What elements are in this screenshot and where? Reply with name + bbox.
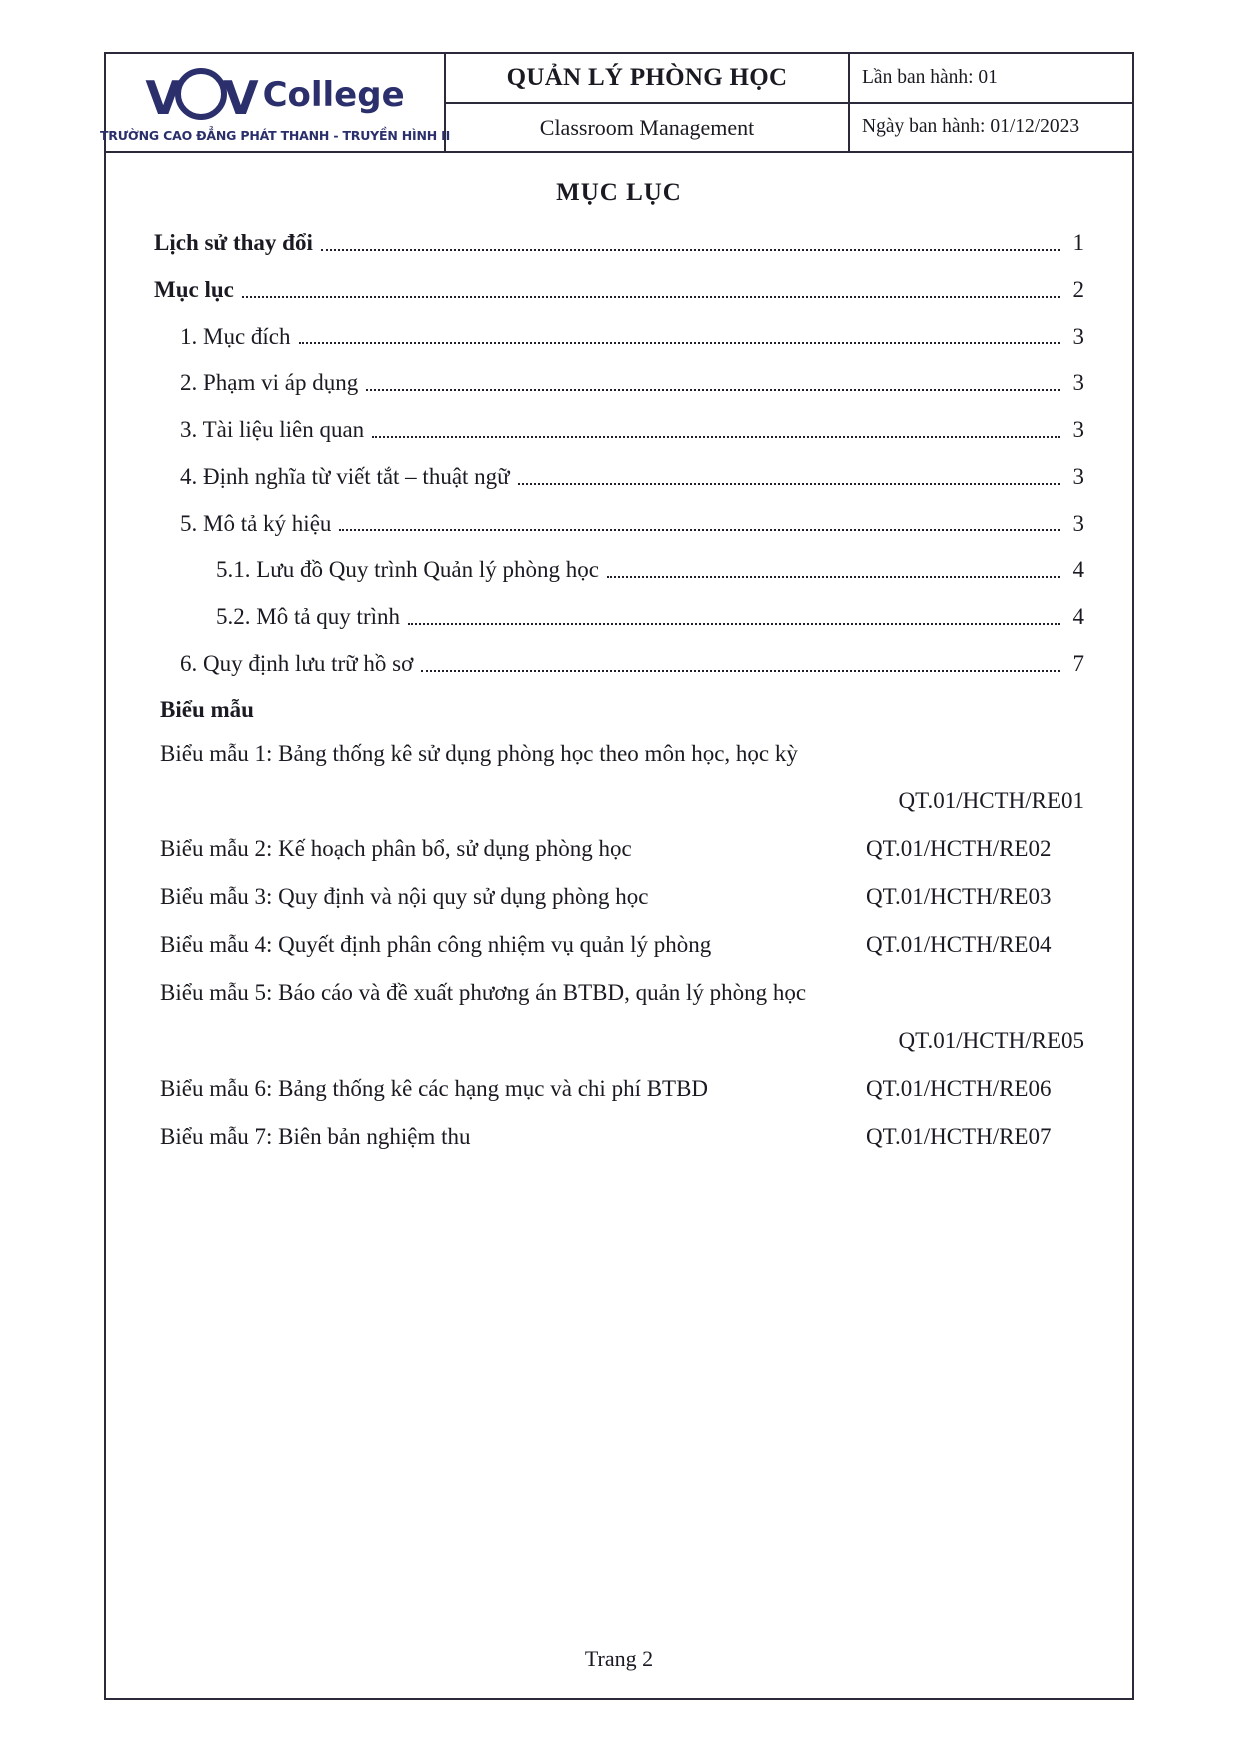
toc-leader-dots xyxy=(366,388,1060,391)
toc-leader-dots xyxy=(421,669,1060,672)
header-title-vi: QUẢN LÝ PHÒNG HỌC xyxy=(446,54,848,104)
page-footer: Trang 2 xyxy=(584,1646,654,1671)
form-entry-code: QT.01/HCTH/RE06 xyxy=(866,1075,1052,1101)
form-entry[interactable] xyxy=(154,834,1084,864)
toc-entry-label: 4. Định nghĩa từ viết tắt – thuật ngữ xyxy=(180,463,510,489)
toc-leader-dots xyxy=(339,528,1060,531)
toc-entry[interactable] xyxy=(154,276,1084,305)
form-entry-title: Biểu mẫu 5: Báo cáo và đề xuất phương án BTBD, quản lý phòng học xyxy=(160,979,807,1005)
toc-entry-page: 2 xyxy=(1072,276,1084,302)
toc-leader-dots xyxy=(299,341,1060,344)
toc-entry-page: 1 xyxy=(1072,230,1084,255)
document-content xyxy=(106,153,1132,1152)
form-entry-code: QT.01/HCTH/RE01 xyxy=(898,788,1084,814)
toc-entry-label: Mục lục xyxy=(154,276,234,302)
page-title: MỤC LỤC xyxy=(556,179,682,206)
form-entry-code: QT.01/HCTH/RE03 xyxy=(866,884,1052,910)
form-entry-title: Biểu mẫu 1: Bảng thống kê sử dụng phòng học theo môn học, học kỳ xyxy=(160,740,798,766)
toc-leader-dots xyxy=(372,435,1060,438)
toc-entry-page: 3 xyxy=(1072,370,1084,396)
form-entry[interactable] xyxy=(154,1122,1084,1152)
toc-entry-label: 6. Quy định lưu trữ hồ sơ xyxy=(180,650,414,676)
form-entry-title: Biểu mẫu 7: Biên bản nghiệm thu xyxy=(160,1123,471,1149)
toc-entry[interactable] xyxy=(154,369,1084,398)
toc-entry-label: 5.2. Mô tả quy trình xyxy=(216,604,400,629)
toc-entry-page: 4 xyxy=(1072,604,1084,629)
form-entry-code: QT.01/HCTH/RE07 xyxy=(866,1123,1052,1149)
header-issue-number: Lần ban hành: 01 xyxy=(850,54,1132,104)
form-entry[interactable] xyxy=(154,978,1084,1056)
form-entry-code: QT.01/HCTH/RE02 xyxy=(866,836,1052,862)
form-entry[interactable] xyxy=(154,1074,1084,1104)
toc-leader-dots xyxy=(321,248,1060,251)
logo-row xyxy=(145,68,405,125)
toc-entry-page: 3 xyxy=(1072,510,1084,536)
header-title-block xyxy=(446,54,850,151)
toc-entry[interactable] xyxy=(154,229,1084,258)
document-header xyxy=(99,54,1132,153)
table-of-contents xyxy=(154,229,1084,679)
logo-subtitle: TRƯỜNG CAO ĐẲNG PHÁT THANH - TRUYỀN HÌNH II xyxy=(99,128,451,143)
toc-entry-label: 5. Mô tả ký hiệu xyxy=(180,510,332,536)
header-meta-block xyxy=(850,54,1132,151)
form-entry-code: QT.01/HCTH/RE05 xyxy=(898,1027,1084,1053)
toc-entry-page: 3 xyxy=(1072,417,1084,442)
toc-leader-dots xyxy=(242,295,1060,298)
form-entry[interactable] xyxy=(154,739,1084,817)
form-entry-title: Biểu mẫu 6: Bảng thống kê các hạng mục và chi phí BTBD xyxy=(160,1075,709,1101)
toc-entry[interactable] xyxy=(154,416,1084,445)
header-issue-date: Ngày ban hành: 01/12/2023 xyxy=(862,116,1080,138)
header-title-en: Classroom Management xyxy=(539,114,755,140)
vov-logo-icon: V V xyxy=(145,68,256,121)
toc-entry[interactable] xyxy=(154,510,1084,539)
toc-entry-page: 3 xyxy=(1072,463,1084,489)
toc-entry-page: 4 xyxy=(1072,557,1084,583)
toc-entry-page: 7 xyxy=(1072,650,1084,676)
form-entry-title: Biểu mẫu 3: Quy định và nội quy sử dụng phòng học xyxy=(160,884,649,910)
toc-entry-page: 3 xyxy=(1072,323,1084,349)
logo-college-text: College xyxy=(262,74,405,115)
logo-block xyxy=(99,54,451,151)
toc-leader-dots xyxy=(408,622,1060,625)
form-entry[interactable] xyxy=(154,930,1084,960)
toc-leader-dots xyxy=(518,482,1060,485)
toc-entry[interactable] xyxy=(154,323,1084,352)
toc-entry-label: 3. Tài liệu liên quan xyxy=(180,417,365,442)
toc-entry-label: 2. Phạm vi áp dụng xyxy=(180,370,359,396)
form-entry-code: QT.01/HCTH/RE04 xyxy=(866,932,1052,958)
form-entry-title: Biểu mẫu 2: Kế hoạch phân bổ, sử dụng phòng học xyxy=(160,836,632,862)
forms-list xyxy=(154,739,1084,1152)
forms-heading: Biểu mẫu xyxy=(160,696,254,722)
toc-entry[interactable] xyxy=(154,603,1084,632)
form-entry[interactable] xyxy=(154,882,1084,912)
toc-entry-label: 5.1. Lưu đồ Quy trình Quản lý phòng học xyxy=(216,557,599,583)
document-page xyxy=(99,52,1134,1700)
toc-entry[interactable] xyxy=(154,463,1084,492)
toc-entry-label: Lịch sử thay đổi xyxy=(154,230,313,255)
toc-leader-dots xyxy=(607,575,1060,578)
toc-entry[interactable] xyxy=(154,650,1084,679)
toc-entry[interactable] xyxy=(154,556,1084,585)
toc-entry-label: 1. Mục đích xyxy=(180,323,291,349)
form-entry-title: Biểu mẫu 4: Quyết định phân công nhiệm vụ quản lý phòng xyxy=(160,932,712,958)
